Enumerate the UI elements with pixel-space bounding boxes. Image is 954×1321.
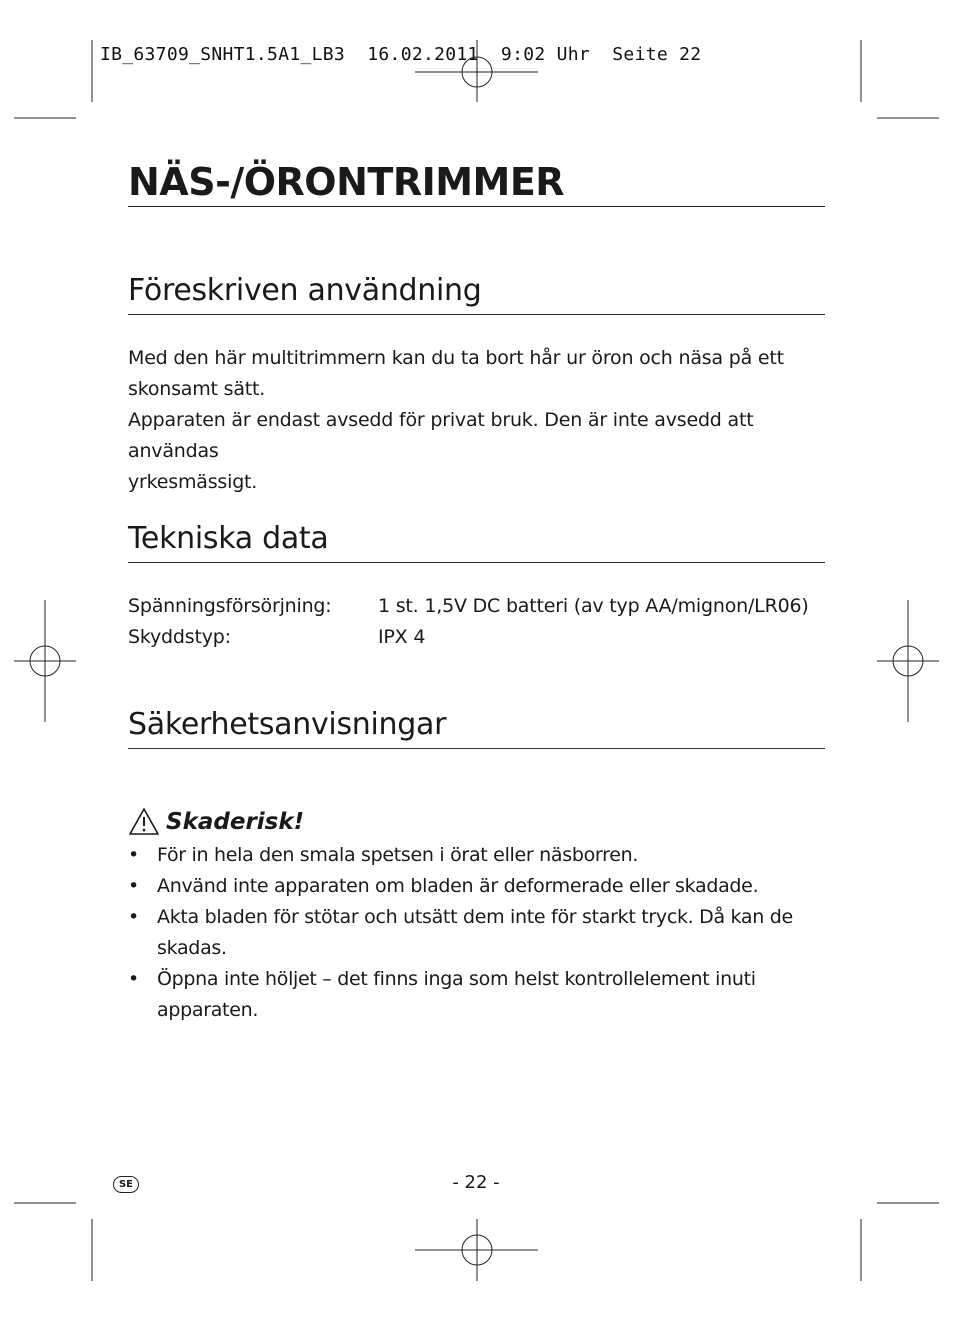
text-line: Med den här multitrimmern kan du ta bort hår ur öron och näsa på ett (128, 347, 784, 369)
section-heading-intended-use: Föreskriven användning (128, 272, 825, 315)
page-number: - 22 - (452, 1172, 500, 1193)
warning-title: Skaderisk! (166, 809, 305, 835)
text-line: Använd inte apparaten om bladen är deformerade eller skadade. (157, 875, 759, 897)
print-slug-header: IB_63709_SNHT1.5A1_LB3 16.02.2011 9:02 Uhr Seite 22 (100, 44, 702, 65)
section-heading-technical-data: Tekniska data (128, 520, 825, 563)
spec-value: IPX 4 (378, 626, 426, 648)
bullet-icon: • (128, 906, 139, 928)
spec-label: Skyddstyp: (128, 626, 231, 648)
list-item (128, 840, 828, 871)
safety-bullet-list (128, 840, 828, 1026)
warning-triangle-icon (128, 807, 160, 837)
intended-use-paragraph (128, 343, 828, 498)
section-heading-safety: Säkerhetsanvisningar (128, 706, 825, 749)
text-line: För in hela den smala spetsen i örat eller näsborren. (157, 844, 639, 866)
text-line: Apparaten är endast avsedd för privat bruk. Den är inte avsedd att användas (128, 409, 754, 462)
page-title: NÄS-/ÖRONTRIMMER (128, 160, 825, 207)
warning-header (128, 804, 304, 840)
text-line: Akta bladen för stötar och utsätt dem inte för starkt tryck. Då kan de (157, 906, 793, 928)
bullet-icon: • (128, 875, 139, 897)
text-line: skadas. (157, 937, 227, 959)
text-line: skonsamt sätt. (128, 378, 266, 400)
text-line: Öppna inte höljet – det finns inga som helst kontrollelement inuti apparaten. (157, 968, 756, 1021)
country-badge: SE (113, 1176, 139, 1193)
spec-label: Spänningsförsörjning: (128, 595, 332, 617)
list-item (128, 964, 828, 1026)
spec-value: 1 st. 1,5V DC batteri (av typ AA/mignon/LR06) (378, 595, 809, 617)
bullet-icon: • (128, 844, 139, 866)
list-item (128, 871, 828, 902)
list-item (128, 902, 828, 964)
bullet-icon: • (128, 968, 139, 990)
text-line: yrkesmässigt. (128, 471, 258, 493)
